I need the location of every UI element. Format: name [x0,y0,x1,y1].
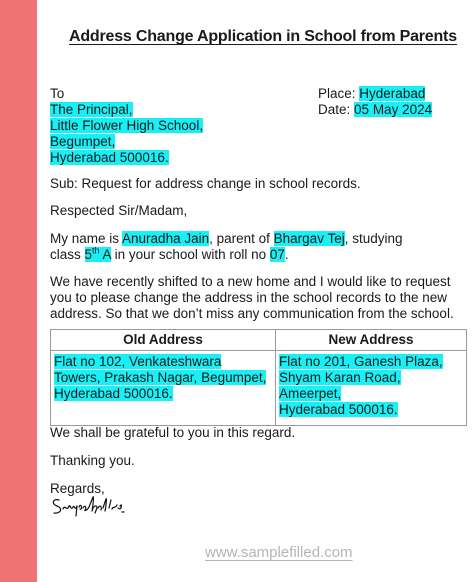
date-label: Date: [318,102,351,117]
signature-icon [49,494,133,520]
place-label: Place: [318,86,356,101]
new-address-line: Hyderabad 500016. [279,402,398,417]
new-address-header: New Address [276,330,467,351]
old-address-cell [51,351,276,426]
class-section: A [99,247,111,262]
letter-page [37,0,474,582]
place-date-block [318,86,432,118]
new-address-line: Shyam Karan Road, Ameerpet, [279,370,401,401]
class-number: 5 [84,247,93,262]
recipient-line-3: Begumpet, [50,134,116,149]
request-line-3: address. So that we don’t miss any communication from the school. [50,306,454,321]
new-address-line: Flat no 201, Ganesh Plaza, [279,354,443,369]
intro-text: My name is [50,231,123,246]
old-address-line: Hyderabad 500016. [54,386,173,401]
class-suffix: th [92,245,100,256]
page-title: Address Change Application in School from Parents [69,28,457,45]
salutation: Respected Sir/Madam, [50,203,188,218]
address-table [50,329,467,426]
to-label: To [50,86,65,101]
request-paragraph [50,274,454,322]
footer-website-link[interactable]: www.samplefilled.com [205,544,353,561]
closing-thanks: Thanking you. [50,453,135,468]
left-accent-bar [0,0,37,582]
recipient-line-1: The Principal, [50,102,133,117]
old-address-line: Towers, Prakash Nagar, Begumpet, [54,370,267,385]
recipient-line-2: Little Flower High School, [50,118,204,133]
recipient-block [50,86,203,166]
new-address-cell [276,351,467,426]
intro-text: , studying [344,231,403,246]
roll-number: 07 [269,247,285,262]
request-line-1: We have recently shifted to a new home and I would like to request [50,274,451,289]
student-name: Bhargav Tej [273,231,345,246]
request-line-2: you to please change the address in the school records to the new [50,290,448,305]
place-value: Hyderabad [359,86,426,101]
intro-text: . [284,247,289,262]
closing-grateful: We shall be grateful to you in this regard. [50,425,296,440]
intro-text: in your school with roll no [110,247,270,262]
intro-text: , parent of [209,231,274,246]
intro-text: class [50,247,85,262]
recipient-line-4: Hyderabad 500016. [50,150,169,165]
class-value [85,247,111,262]
intro-paragraph [50,231,403,263]
date-value: 05 May 2024 [354,102,433,117]
regards-label: Regards, [50,481,105,496]
old-address-line: Flat no 102, Venkateshwara [54,354,222,369]
old-address-header: Old Address [51,330,276,351]
subject-line: Sub: Request for address change in school records. [50,176,361,191]
parent-name: Anuradha Jain [122,231,210,246]
